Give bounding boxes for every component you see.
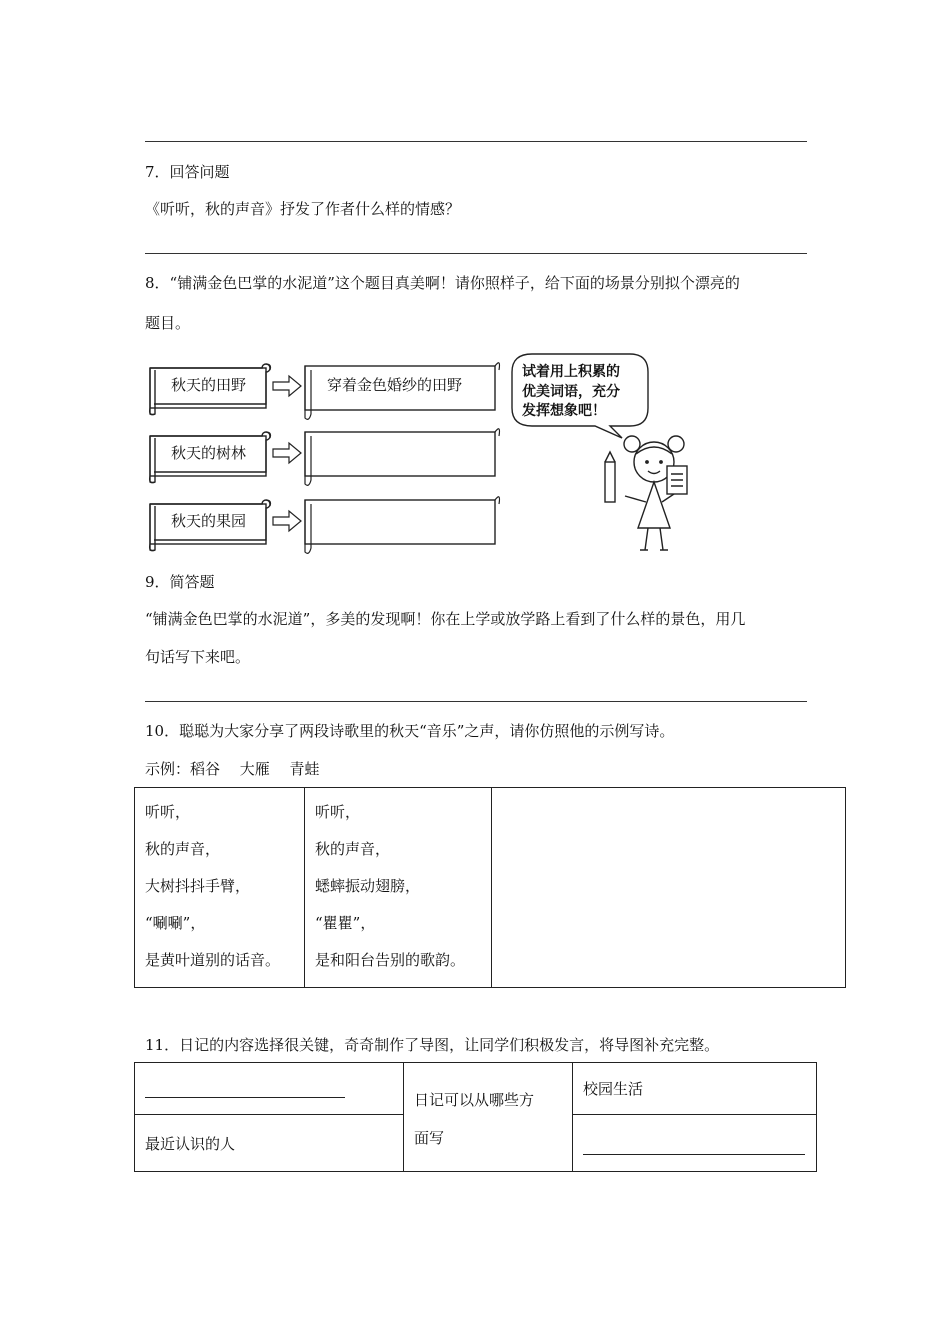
poem-answer-cell[interactable] <box>492 788 846 988</box>
blank-line[interactable] <box>583 1128 805 1155</box>
poem-cell-2 <box>305 788 492 988</box>
q9-title: 9．简答题 <box>145 573 215 591</box>
poem2-line: 秋的声音， <box>315 840 391 858</box>
mindmap-blank-left[interactable] <box>135 1063 404 1115</box>
scene-label-2: 秋天的树林 <box>171 444 247 462</box>
bubble-line-1: 试着用上积累的 <box>522 364 620 380</box>
mindmap-left-bottom: 最近认识的人 <box>135 1115 404 1172</box>
q7-title: 7．回答问题 <box>145 163 230 181</box>
mindmap-blank-right[interactable] <box>573 1115 817 1172</box>
q10-title: 10．聪聪为大家分享了两段诗歌里的秋天“音乐”之声，请你仿照他的示例写诗。 <box>145 722 675 740</box>
arrow-icon <box>273 511 301 531</box>
q8-text-line1: 8．“铺满金色巴掌的水泥道”这个题目真美啊！请你照样子，给下面的场景分别拟个漂亮的 <box>145 274 740 292</box>
center-line-2: 面写 <box>414 1129 445 1147</box>
girl-illustration <box>605 436 687 550</box>
q9-text-line1: “铺满金色巴掌的水泥道”，多美的发现啊！你在上学或放学路上看到了什么样的景色，用几 <box>145 610 746 628</box>
bubble-line-3: 发挥想象吧！ <box>522 403 606 419</box>
arrow-icon <box>273 376 301 396</box>
mindmap-table <box>134 1062 817 1172</box>
answer-line-q6 <box>145 141 807 142</box>
poem2-line: 是和阳台告别的歌韵。 <box>315 951 466 969</box>
poem2-line: 听听， <box>315 803 361 821</box>
mindmap-right-top: 校园生活 <box>573 1063 817 1115</box>
arrow-icon <box>273 443 301 463</box>
answer-line-q7 <box>145 253 807 254</box>
bubble-line-2: 优美词语，充分 <box>522 384 620 400</box>
scroll-answer-3[interactable] <box>305 497 500 554</box>
poem1-line: “唰唰”， <box>145 914 206 932</box>
blank-line[interactable] <box>145 1075 345 1098</box>
mindmap-center <box>404 1063 573 1172</box>
q9-text-line2: 句话写下来吧。 <box>145 648 251 666</box>
poem1-line: 秋的声音， <box>145 840 221 858</box>
poem-table <box>134 787 846 988</box>
q7-question: 《听听，秋的声音》抒发了作者什么样的情感？ <box>145 200 461 218</box>
poem-cell-1 <box>135 788 305 988</box>
q11-title: 11．日记的内容选择很关键，奇奇制作了导图，让同学们积极发言，将导图补充完整。 <box>145 1036 720 1054</box>
scene-label-3: 秋天的果园 <box>171 512 247 530</box>
q10-example: 示例：稻谷 大雁 青蛙 <box>145 760 320 778</box>
q8-scroll-diagram <box>140 350 860 555</box>
poem1-line: 听听， <box>145 803 191 821</box>
poem2-line: 蟋蟀振动翅膀， <box>315 877 421 895</box>
answer-example: 穿着金色婚纱的田野 <box>327 376 463 394</box>
poem2-line: “瞿瞿”， <box>315 914 376 932</box>
center-line-1: 日记可以从哪些方 <box>414 1091 535 1109</box>
scene-label-1: 秋天的田野 <box>171 376 247 394</box>
answer-line-q9 <box>145 701 807 702</box>
q8-text-line2: 题目。 <box>145 314 191 332</box>
scroll-answer-2[interactable] <box>305 429 500 486</box>
poem1-line: 是黄叶道别的话音。 <box>145 951 281 969</box>
poem1-line: 大树抖抖手臂， <box>145 877 251 895</box>
